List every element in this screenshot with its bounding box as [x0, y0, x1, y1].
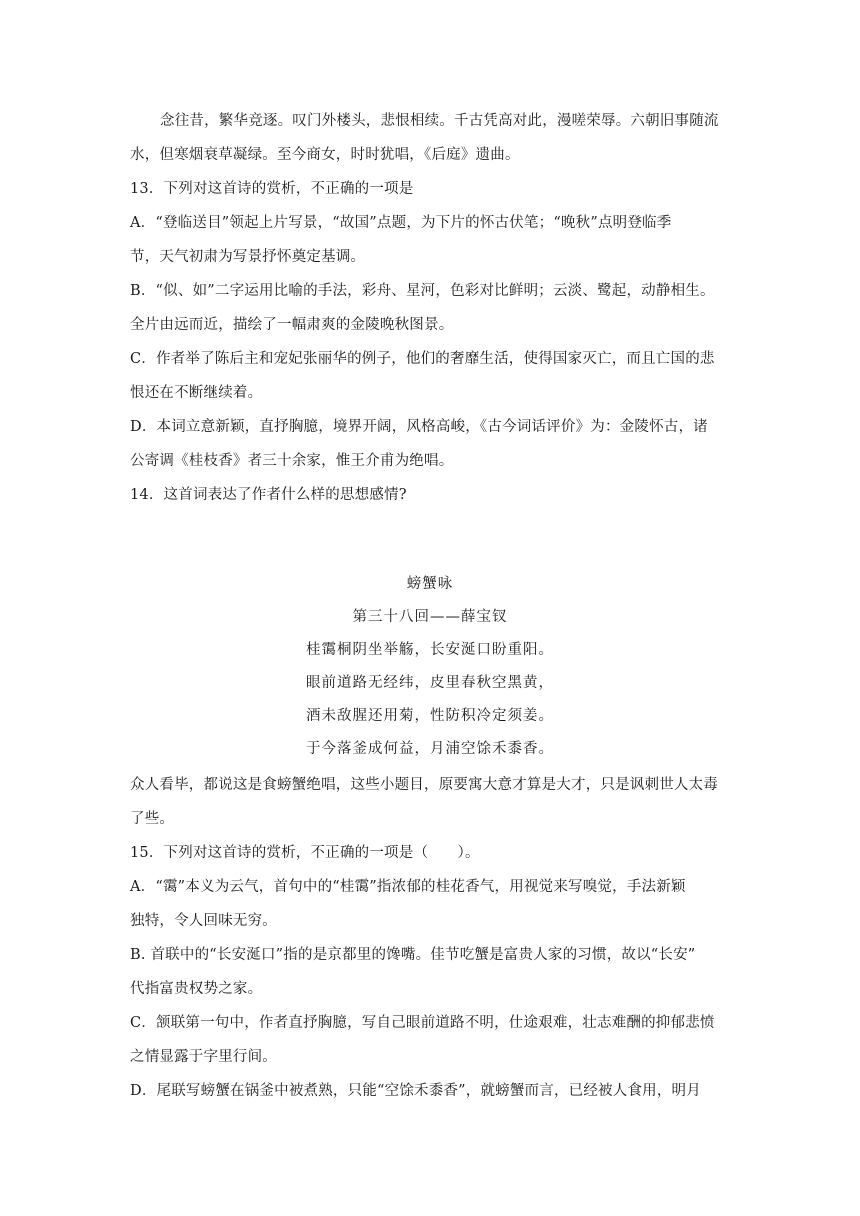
poem-line: 念往昔，繁华竞逐。叹门外楼头，悲恨相续。千古凭高对此，漫嗟荣辱。六朝旧事随流 — [160, 113, 719, 129]
option-c-line-1: C．作者举了陈后主和宠妃张丽华的例子，他们的奢靡生活，使得国家灭亡，而且亡国的悲 — [130, 351, 715, 367]
question-13 — [130, 172, 730, 512]
option-d-line-2: 公寄调《桂枝香》者三十余家，惟王介甫为绝唱。 — [130, 453, 454, 469]
option-c-line-2: 恨还在不断继续着。 — [130, 385, 263, 401]
comment-line-2: 了些。 — [130, 811, 175, 827]
poem-title: 螃蟹咏 — [406, 576, 454, 592]
option-b-line-2: 代指富贵权势之家。 — [130, 981, 263, 997]
option-a-line-1: A．“霭”本义为云气，首句中的“桂霭”指浓郁的桂花香气，用视觉来写嗅觉，手法新颖 — [130, 879, 686, 895]
poem-line: 眼前道路无经纬，皮里春秋空黑黄， — [306, 675, 554, 691]
option-b-line-1: B．“似、如”二字运用比喻的手法，彩舟、星河，色彩对比鲜明；云淡、鹭起，动静相生。 — [130, 283, 715, 299]
question-stem: 15．下列对这首诗的赏析，不正确的一项是（ ）。 — [130, 845, 480, 861]
crab-poem — [130, 568, 730, 766]
question-15 — [130, 768, 730, 1108]
option-d-line-1: D．尾联写螃蟹在锅釜中被煮熟，只能“空馀禾黍香”，就螃蟹而言，已经被人食用，明月 — [130, 1083, 701, 1099]
option-a-line-1: A．“登临送目”领起上片写景，“故国”点题，为下片的怀古伏笔；“晚秋”点明登临季 — [130, 215, 672, 231]
poem-line: 于今落釜成何益，月浦空馀禾黍香。 — [306, 741, 554, 757]
poem-continuation — [130, 104, 730, 172]
option-a-line-2: 节，天气初肃为写景抒怀奠定基调。 — [130, 249, 366, 265]
poem-line: 桂霭桐阴坐举觞，长安涎口盼重阳。 — [306, 642, 554, 658]
question-14-stem: 14．这首词表达了作者什么样的思想感情? — [130, 487, 407, 503]
poem-line: 水，但寒烟衰草凝绿。至今商女，时时犹唱，《后庭》遗曲。 — [130, 147, 520, 163]
poem-subtitle: 第三十八回——薛宝钗 — [352, 609, 508, 625]
option-c-line-2: 之情显露于字里行间。 — [130, 1049, 277, 1065]
option-a-line-2: 独特，令人回味无穷。 — [130, 913, 277, 929]
poem-line: 酒未敌腥还用菊，性防积冷定须姜。 — [306, 708, 554, 724]
option-b-line-1: B. 首联中的“长安涎口”指的是京都里的馋嘴。佳节吃蟹是富贵人家的习惯，故以“长安” — [130, 947, 696, 963]
option-c-line-1: C．颔联第一句中，作者直抒胸臆，写自己眼前道路不明，仕途艰难，壮志难酬的抑郁悲愤 — [130, 1015, 715, 1031]
option-d-line-1: D．本词立意新颖，直抒胸臆，境界开阔，风格高峻，《古今词话评价》为：金陵怀古，诸 — [130, 419, 708, 435]
option-b-line-2: 全片由远而近，描绘了一幅肃爽的金陵晚秋图景。 — [130, 317, 454, 333]
comment-line-1: 众人看毕，都说这是食螃蟹绝唱，这些小题目，原要寓大意才算是大才，只是讽刺世人太毒 — [130, 777, 718, 793]
question-stem: 13．下列对这首诗的赏析，不正确的一项是 — [130, 181, 414, 197]
